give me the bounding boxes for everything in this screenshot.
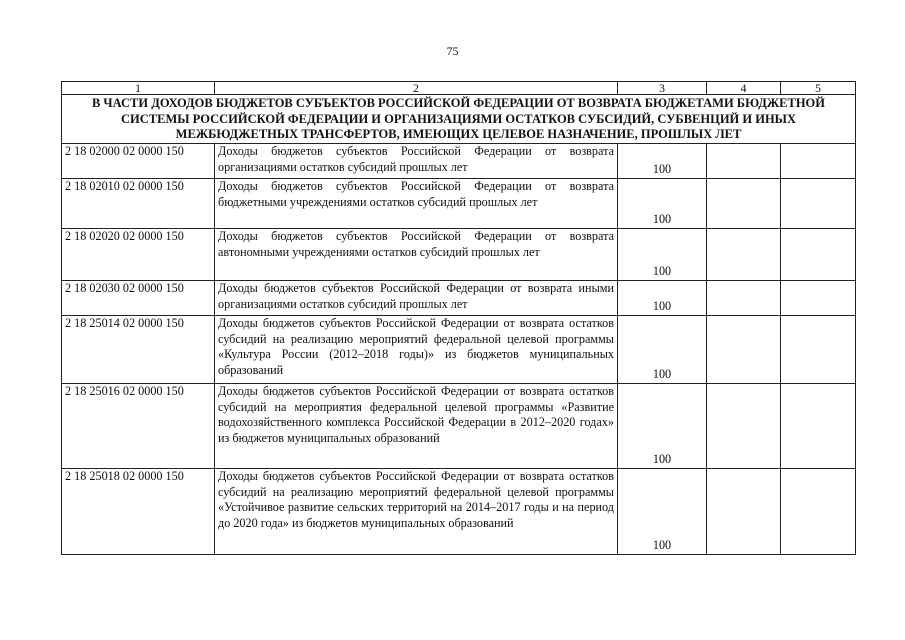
page-number: 75 — [446, 44, 459, 58]
table-row — [62, 383, 856, 468]
column-header-row — [62, 82, 856, 95]
column-3-value: 100 — [618, 143, 707, 178]
budget-code: 2 18 02020 02 0000 150 — [62, 228, 215, 280]
column-4-value — [707, 383, 781, 468]
column-5-value — [781, 383, 856, 468]
column-4-value — [707, 178, 781, 228]
row-description: Доходы бюджетов субъектов Российской Федерации от возврата остатков субсидий на реализацию мероприятий федеральной целевой программы «Культура России (2012–2018 годы)» из бюджетов муниципальных образований — [215, 315, 618, 383]
column-5-value — [781, 468, 856, 554]
revenue-table — [61, 81, 856, 555]
column-3-value: 100 — [618, 315, 707, 383]
row-description: Доходы бюджетов субъектов Российской Федерации от возврата организациями остатков субсидий прошлых лет — [215, 143, 618, 178]
row-description: Доходы бюджетов субъектов Российской Федерации от возврата остатков субсидий на реализацию мероприятий федеральной целевой программы «Устойчивое развитие сельских территорий на 2014–2017 годы и на период до 2020 года» из бюджетов муниципальных образований — [215, 468, 618, 554]
column-4-value — [707, 280, 781, 315]
row-description: Доходы бюджетов субъектов Российской Федерации от возврата бюджетными учреждениями остатков субсидий прошлых лет — [215, 178, 618, 228]
column-header: 5 — [781, 82, 856, 95]
row-description: Доходы бюджетов субъектов Российской Федерации от возврата автономными учреждениями остатков субсидий прошлых лет — [215, 228, 618, 280]
column-5-value — [781, 228, 856, 280]
table-row — [62, 315, 856, 383]
column-5-value — [781, 280, 856, 315]
table-row — [62, 468, 856, 554]
column-4-value — [707, 315, 781, 383]
row-description: Доходы бюджетов субъектов Российской Федерации от возврата остатков субсидий на мероприятия федеральной целевой программы «Развитие водохозяйственного комплекса Российской Федерации в 2012–2020 годах» из бюджетов муниципальных образований — [215, 383, 618, 468]
table-row — [62, 280, 856, 315]
column-5-value — [781, 178, 856, 228]
column-5-value — [781, 315, 856, 383]
column-4-value — [707, 143, 781, 178]
table-row — [62, 143, 856, 178]
column-5-value — [781, 143, 856, 178]
budget-code: 2 18 25018 02 0000 150 — [62, 468, 215, 554]
budget-code: 2 18 25016 02 0000 150 — [62, 383, 215, 468]
column-3-value: 100 — [618, 280, 707, 315]
budget-code: 2 18 02030 02 0000 150 — [62, 280, 215, 315]
row-description: Доходы бюджетов субъектов Российской Федерации от возврата иными организациями остатков субсидий прошлых лет — [215, 280, 618, 315]
column-header: 3 — [618, 82, 707, 95]
column-3-value: 100 — [618, 383, 707, 468]
column-3-value: 100 — [618, 178, 707, 228]
column-3-value: 100 — [618, 228, 707, 280]
table-row — [62, 178, 856, 228]
table-row — [62, 228, 856, 280]
column-4-value — [707, 228, 781, 280]
column-3-value: 100 — [618, 468, 707, 554]
budget-code: 2 18 02010 02 0000 150 — [62, 178, 215, 228]
budget-code: 2 18 02000 02 0000 150 — [62, 143, 215, 178]
column-header: 2 — [215, 82, 618, 95]
column-4-value — [707, 468, 781, 554]
section-title: В ЧАСТИ ДОХОДОВ БЮДЖЕТОВ СУБЪЕКТОВ РОССИЙСКОЙ ФЕДЕРАЦИИ ОТ ВОЗВРАТА БЮДЖЕТАМИ БЮДЖЕТНОЙ СИСТЕМЫ РОССИЙСКОЙ ФЕДЕРАЦИИ И ОРГАНИЗАЦИЯМИ ОСТАТКОВ СУБСИДИЙ, СУБВЕНЦИЙ И ИНЫХ МЕЖБЮДЖЕТНЫХ ТРАНСФЕРТОВ, ИМЕЮЩИХ ЦЕЛЕВОЕ НАЗНАЧЕНИЕ, ПРОШЛЫХ ЛЕТ — [62, 95, 856, 144]
column-header: 4 — [707, 82, 781, 95]
column-header: 1 — [62, 82, 215, 95]
section-header-row — [62, 95, 856, 144]
budget-code: 2 18 25014 02 0000 150 — [62, 315, 215, 383]
